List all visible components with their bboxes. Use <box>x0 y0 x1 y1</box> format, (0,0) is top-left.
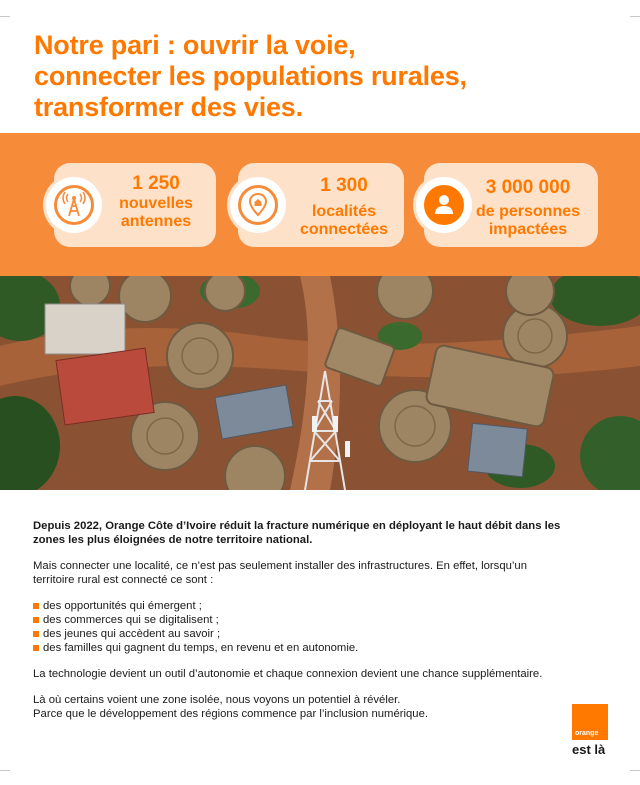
closing-line-1: Là où certains voient une zone isolée, nous voyons un potentiel à révéler. <box>33 694 401 706</box>
stat-label: connectées <box>299 221 389 238</box>
stat-label: localités <box>311 203 377 220</box>
crop-mark <box>630 16 640 17</box>
stats-band <box>0 133 640 276</box>
antenna-icon <box>57 188 91 222</box>
stat-label: impactées <box>488 221 568 238</box>
benefits-list <box>33 599 563 655</box>
stat-label: de personnes <box>475 203 581 220</box>
intro-paragraph: Mais connecter une localité, ce n’est pas seulement installer des infrastructures. En effet, lorsqu’un territoire rural est connecté ce sont : <box>33 560 527 586</box>
stat-value: 1 300 <box>320 175 368 196</box>
body-text <box>33 519 563 733</box>
village-aerial-photo <box>0 276 640 490</box>
list-item: des jeunes qui accèdent au savoir ; <box>33 627 563 641</box>
stat-antennas <box>54 163 216 247</box>
list-item: des familles qui gagnent du temps, en revenu et en autonomie. <box>33 641 563 655</box>
headline <box>34 30 614 123</box>
headline-line-1: Notre pari : ouvrir la voie, <box>34 30 356 60</box>
headline-line-2: connecter les populations rurales, <box>34 61 467 91</box>
stat-value: 3 000 000 <box>485 177 571 198</box>
crop-mark <box>630 770 640 771</box>
stat-label: antennes <box>120 213 192 230</box>
technology-paragraph: La technologie devient un outil d’autonomie et chaque connexion devient une chance supplémentaire. <box>33 668 543 680</box>
orange-logo <box>572 704 608 740</box>
closing-line-2: Parce que le développement des régions commence par l’inclusion numérique. <box>33 708 428 720</box>
logo-text: orange <box>575 730 599 737</box>
brand-tagline: est là <box>572 742 606 757</box>
headline-line-3: transformer des vies. <box>34 92 303 122</box>
person-icon <box>427 188 461 222</box>
crop-mark <box>0 16 10 17</box>
list-item: des opportunités qui émergent ; <box>33 599 563 613</box>
stat-people <box>424 163 598 247</box>
crop-mark <box>0 770 10 771</box>
list-item: des commerces qui se digitalisent ; <box>33 613 563 627</box>
location-pin-icon <box>241 188 275 222</box>
stat-localities <box>238 163 404 247</box>
stat-label: nouvelles <box>119 195 193 212</box>
closing-paragraph <box>33 693 563 721</box>
lead-paragraph: Depuis 2022, Orange Côte d’Ivoire réduit la fracture numérique en déployant le haut débit dans les zones les plus éloignées de notre territoire national. <box>33 520 561 546</box>
stat-value: 1 250 <box>132 173 180 194</box>
